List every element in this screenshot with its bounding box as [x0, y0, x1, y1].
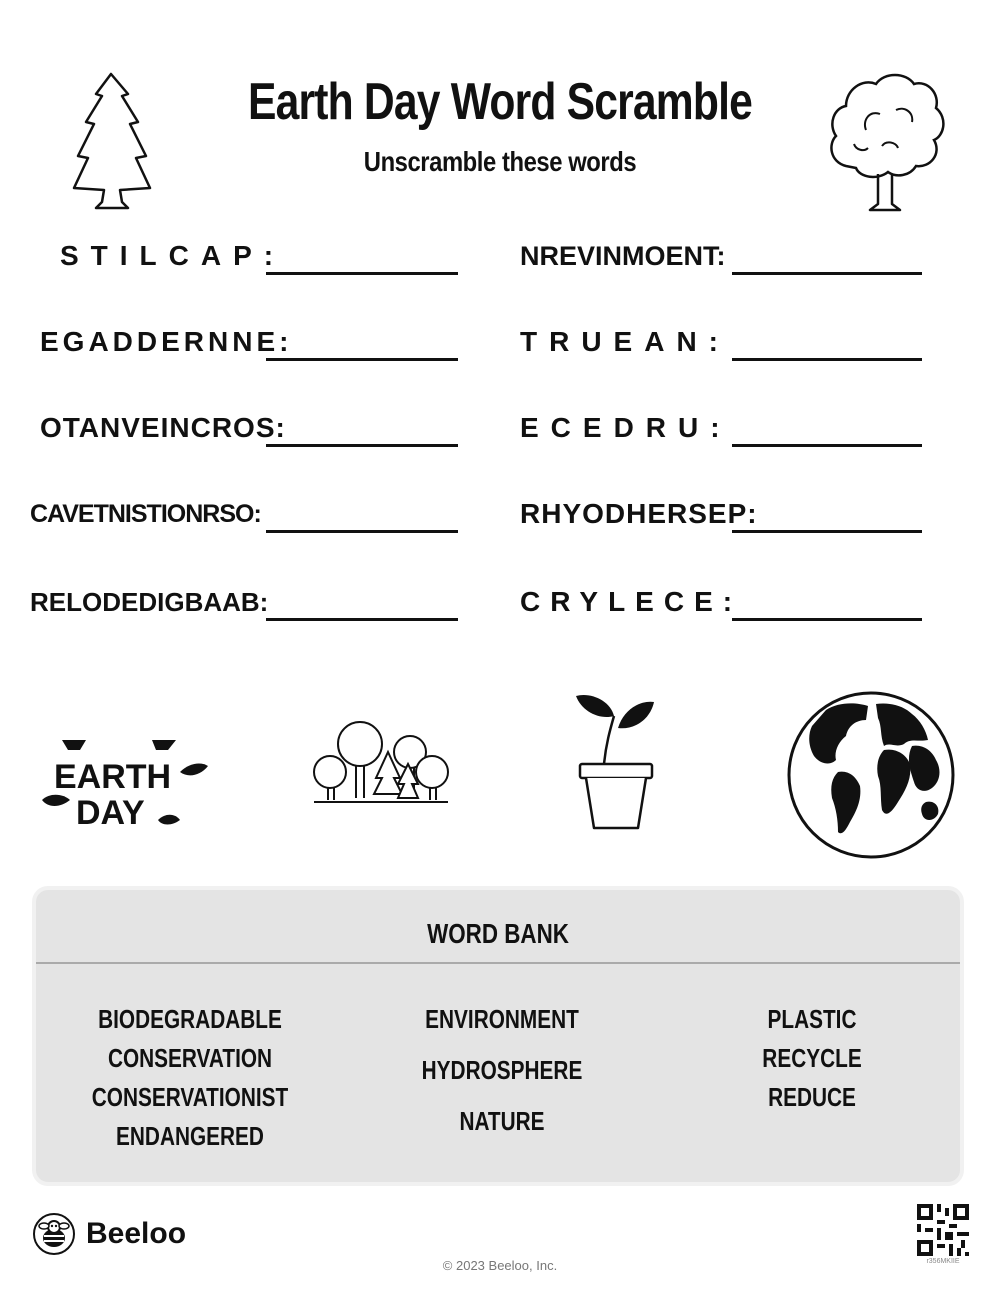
qr-code-icon[interactable]	[917, 1204, 969, 1256]
scrambled-word: NREVINMOENT:	[520, 241, 726, 271]
scramble-row	[0, 322, 470, 372]
brand-logo[interactable]	[32, 1212, 186, 1256]
answer-line[interactable]	[732, 530, 922, 533]
word-bank-word: BIODEGRADABLE	[98, 1004, 282, 1034]
scrambled-word: TRUEAN:	[520, 326, 730, 357]
scrambled-word: RELODEDIGBAAB:	[30, 587, 269, 617]
page-title: Earth Day Word Scramble	[247, 73, 753, 131]
word-bank-divider	[36, 962, 960, 964]
earth-day-line1: EARTH	[54, 758, 172, 796]
scramble-row	[500, 408, 940, 458]
potted-plant-icon	[572, 690, 658, 832]
word-bank-word: HYDROSPHERE	[421, 1055, 583, 1085]
answer-line[interactable]	[732, 272, 922, 275]
scramble-row	[500, 322, 940, 372]
scrambled-word: ECEDRU:	[520, 412, 732, 443]
scramble-row	[500, 494, 940, 544]
word-bank-column	[708, 1000, 916, 1117]
answer-line[interactable]	[266, 444, 458, 447]
scrambled-word: CRYLECE:	[520, 586, 743, 617]
page-subtitle: Unscramble these words	[363, 146, 637, 177]
word-bank-word: NATURE	[459, 1106, 545, 1136]
word-bank-word: ENVIRONMENT	[425, 1004, 579, 1034]
word-bank-word: CONSERVATIONIST	[91, 1082, 289, 1112]
answer-line[interactable]	[266, 530, 458, 533]
scrambled-word: CAVETNISTIONRSO:	[30, 500, 261, 528]
scramble-row	[0, 408, 470, 458]
earth-day-line2: DAY	[76, 794, 145, 830]
scramble-row	[500, 582, 940, 632]
scramble-row	[0, 236, 470, 286]
round-tree-icon	[826, 70, 946, 214]
bee-icon	[32, 1212, 76, 1256]
scramble-row	[0, 582, 470, 632]
word-bank-word: ENDANGERED	[116, 1121, 264, 1151]
brand-name: Beeloo	[86, 1217, 187, 1250]
forest-icon	[308, 718, 454, 806]
globe-icon	[786, 690, 956, 860]
answer-line[interactable]	[266, 618, 458, 621]
scramble-row	[0, 494, 470, 544]
scrambled-word: RHYODHERSEP:	[520, 498, 758, 529]
word-bank-word: REDUCE	[768, 1082, 856, 1112]
earth-day-logo	[40, 736, 212, 830]
scramble-row	[500, 236, 940, 286]
word-bank-word: PLASTIC	[767, 1004, 857, 1034]
qr-code-label: r356MKIIE	[926, 1258, 960, 1265]
scrambled-word: EGADDERNNE:	[40, 326, 293, 357]
scrambled-word: OTANVEINCROS:	[40, 412, 286, 443]
word-bank-title: WORD BANK	[427, 918, 569, 949]
word-bank-column	[86, 1000, 294, 1156]
answer-line[interactable]	[732, 618, 922, 621]
word-bank-word: RECYCLE	[762, 1043, 862, 1073]
pine-tree-icon	[66, 70, 156, 212]
word-bank	[32, 886, 964, 1186]
answer-line[interactable]	[266, 358, 458, 361]
answer-line[interactable]	[732, 444, 922, 447]
word-bank-word: CONSERVATION	[107, 1043, 273, 1073]
copyright-text: © 2023 Beeloo, Inc.	[442, 1258, 558, 1273]
answer-line[interactable]	[732, 358, 922, 361]
word-bank-column	[398, 994, 606, 1147]
answer-line[interactable]	[266, 272, 458, 275]
scrambled-word: STILCAP:	[60, 240, 286, 271]
